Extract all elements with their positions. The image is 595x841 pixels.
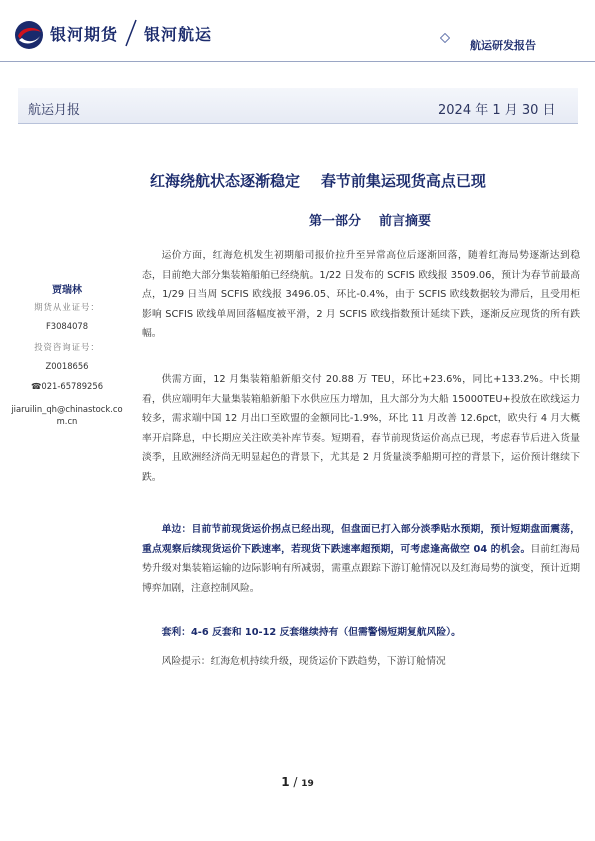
page-separator: / [293, 775, 298, 789]
author-sidebar [0, 281, 134, 427]
phone-number: 021-65789256 [41, 381, 104, 391]
paragraph-outright [142, 520, 580, 598]
section-title: 第一部分 前言摘要 [308, 214, 432, 229]
consult-number: Z0018656 [45, 361, 89, 371]
header-divider [0, 61, 595, 62]
brand-primary: 银河期货 [50, 25, 119, 44]
paragraph-supply-demand: 供需方面，12 月集装箱船新船交付 20.88 万 TEU，环比+23.6%，同比+133.2%。中长期看，供应端明年大量集装箱船新船下水供应压力增加，且大部分为大船 15000TEU+投放在欧线运力较多，需求端中国 12 月出口至欧盟的金额同比-1.9%，环比 11 月改善 12.6pct，欧央行 4 月大概率开启降息，中长期应关注欧美补库节奏。短期看，春节前现货运价高点已现，考虑春节后进入货量淡季，且欧洲经济尚无明显起色的背景下，尤其是 2 月货量淡季船期可控的背景下，运价预计继续下跌。 [142, 374, 580, 483]
page-number [0, 775, 595, 789]
phone-icon: ☎ [30, 381, 42, 391]
email-link[interactable]: jiaruilin_qh@chinastock.com.cn [11, 404, 123, 426]
divider-slash [124, 18, 138, 48]
paragraph-freight-rates: 运价方面，红海危机发生初期船司报价拉升至异常高位后逐渐回落，随着红海局势逐渐达到稳态，目前绝大部分集装箱船舶已经绕航。1/22 日发布的 SCFIS 欧线报 3509.06，预计为春节前最高点，1/29 日当周 SCFIS 欧线报 3496.05、环比-0.4%，由于 SCFIS 欧线数据较为滞后，且受用柜影响 SCFIS 欧线单周回落幅度被平滑，2 月 SCFIS 欧线指数预计延续下跌，逐渐反应现货的所有跌幅。 [142, 250, 580, 339]
total-pages: 19 [301, 779, 314, 789]
outright-strategy: 单边：目前节前现货运价拐点已经出现，但盘面已打入部分淡季贴水预期，预计短期盘面震荡，重点观察后续现货运价下跌速率，若现货下跌速率超预期，可考虑逢高做空 04 的机会。 [142, 524, 580, 555]
report-type-label: 航运研发报告 [470, 39, 536, 52]
main-title: 红海绕航状态逐渐稳定 春节前集运现货高点已现 [150, 172, 486, 190]
outright-note: 目前红海局势升级对集装箱运输的边际影响有所减弱，需重点跟踪下游订舱情况以及红海局势的演变，预计近期博弈加剧，注意控制风险。 [142, 543, 580, 594]
document-type: 航运月报 [28, 103, 81, 118]
paragraph-arbitrage: 套利：4-6 反套和 10-12 反套继续持有（但需警惕短期复航风险）。 [161, 627, 461, 638]
paragraph-risk: 风险提示：红海危机持续升级，现货运价下跌趋势，下游订舱情况 [161, 656, 446, 667]
license-label: 期货从业证号： [34, 302, 100, 312]
phone-row [0, 381, 134, 403]
current-page: 1 [281, 775, 290, 789]
consult-label: 投资咨询证号： [34, 342, 100, 352]
brand-secondary: 银河航运 [144, 25, 213, 44]
author-name: 贾瑞林 [52, 285, 82, 296]
diamond-icon [440, 33, 450, 43]
band-divider [18, 123, 578, 124]
galaxy-logo-icon [14, 20, 44, 50]
report-date: 2024 年 1 月 30 日 [438, 103, 556, 118]
license-number: F3084078 [45, 321, 89, 331]
